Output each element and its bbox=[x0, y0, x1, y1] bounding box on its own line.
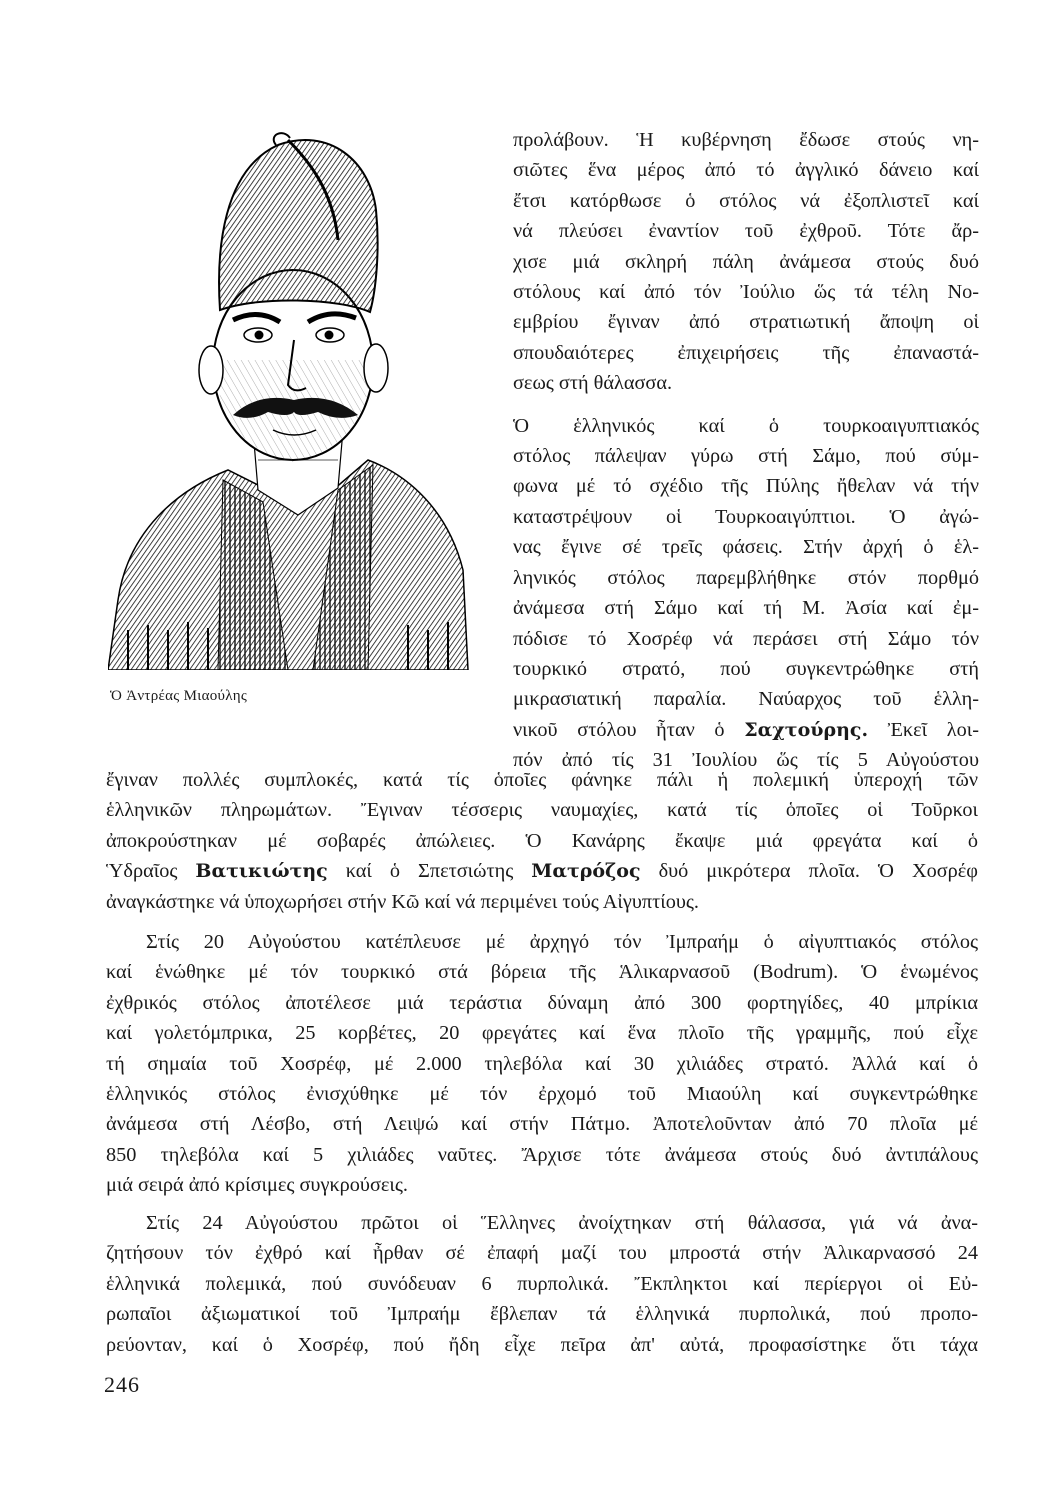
paragraph-samos bbox=[513, 411, 979, 776]
text-fragment: Ὑδραῖος bbox=[106, 860, 178, 883]
text-line bbox=[106, 856, 978, 886]
text-fragment: καί ὁ Σπετσιώτης bbox=[345, 860, 514, 883]
text-fragment: νικοῦ στόλου ἦταν ὁ bbox=[513, 718, 725, 741]
text-line: μικρασιατική παραλία. Ναύαρχος τοῦ ἑλλη- bbox=[513, 688, 979, 711]
portrait-caption: Ὁ Ἀντρέας Μιαούλης bbox=[110, 688, 248, 704]
paragraph-body bbox=[106, 1208, 978, 1360]
text-line: Στίς 20 Αὐγούστου κατέπλευσε μέ ἀρχηγό τόν Ἰμπραήμ ὁ αἰγυπτιακός στόλος bbox=[146, 931, 978, 953]
text-line: ἀνάμεσα στή Λέσβο, στή Λειψώ καί στήν Πάτμο. Ἀποτελοῦνταν ἀπό 70 πλοῖα μέ bbox=[106, 1113, 978, 1136]
text-line: σιῶτες ἕνα μέρος ἀπό τό ἀγγλικό δάνειο καί bbox=[513, 159, 979, 182]
text-line: 850 τηλεβόλα καί 5 χιλιάδες ναῦτες. Ἄρχισε τότε ἀνάμεσα στούς δυό ἀντιπάλους bbox=[106, 1143, 978, 1166]
text-line: εμβρίου ἔγιναν ἀπό στρατιωτική ἄποψη οἱ bbox=[513, 311, 979, 334]
text-line: Στίς 24 Αὐγούστου πρῶτοι οἱ Ἕλληνες ἀνοίχτηκαν στή θάλασσα, γιά νά ἀνα- bbox=[146, 1212, 978, 1234]
text-line: σεως στή θάλασσα. bbox=[513, 372, 673, 395]
text-line: καί γολετόμπρικα, 25 κορβέτες, 20 φρεγάτες καί ἕνα πλοῖο τῆς γραμμῆς, πού εἶχε bbox=[106, 1022, 978, 1045]
text-line: ἀνάμεσα στή Σάμο καί τή Μ. Ἀσία καί ἐμ- bbox=[513, 597, 979, 620]
text-line: νά πλεύσει ἐναντίον τοῦ ἐχθροῦ. Τότε ἄρ- bbox=[513, 220, 979, 243]
text-line: χισε μιά σκληρή πάλη ἀνάμεσα στούς δυό bbox=[513, 250, 979, 273]
text-line: Ὁ ἑλληνικός καί ὁ τουρκοαιγυπτιακός bbox=[513, 414, 979, 437]
text-line: ἐχθρικός στόλος ἀποτέλεσε μιά τεράστια δύναμη ἀπό 300 φορτηγίδες, 40 μπρίκια bbox=[106, 991, 978, 1014]
text-line bbox=[513, 715, 979, 745]
text-line: τουρκικό στρατό, πού συγκεντρώθηκε στή bbox=[513, 657, 979, 680]
text-line: ἔτσι κατόρθωσε ὁ στόλος νά ἐξοπλιστεῖ καί bbox=[513, 189, 979, 212]
text-line: ρωπαῖοι ἀξιωματικοί τοῦ Ἰμπραήμ ἔβλεπαν τά ἑλληνικά πυρπολικά, πού προπο- bbox=[106, 1303, 978, 1326]
page-number: 246 bbox=[104, 1372, 140, 1397]
text-line: ρεύονταν, καί ὁ Χοσρέφ, πού ἤδη εἶχε πεῖρα ἀπ' αὐτά, προφασίστηκε ὅτι τάχα bbox=[106, 1333, 978, 1356]
text-line: φωνα μέ τό σχέδιο τῆς Πύλης ἤθελαν νά τήν bbox=[513, 475, 979, 498]
paragraph-body bbox=[106, 927, 978, 1201]
paragraph-samos-continued bbox=[106, 765, 978, 917]
bold-name: Βατικιώτης bbox=[195, 860, 328, 883]
text-fragment: Ἐκεῖ λοι- bbox=[887, 718, 979, 741]
text-line: νας ἔγινε σέ τρεῖς φάσεις. Στήν ἀρχή ὁ ἑλ- bbox=[513, 536, 979, 559]
right-column-text bbox=[513, 125, 979, 776]
text-line: τή σημαία τοῦ Χοσρέφ, μέ 2.000 τηλεβόλα καί 30 χιλιάδες στρατό. Ἀλλά καί ὁ bbox=[106, 1052, 978, 1075]
paragraph-august-24 bbox=[106, 1208, 978, 1360]
text-line: στόλος πάλεψαν γύρω στή Σάμο, πού σύμ- bbox=[513, 445, 979, 468]
bold-name: Ματρόζος bbox=[531, 860, 641, 883]
text-line: ἀποκρούστηκαν μέ σοβαρές ἀπώλειες. Ὁ Κανάρης ἔκαψε μιά φρεγάτα καί ὁ bbox=[106, 829, 978, 852]
text-line: ἔγιναν πολλές συμπλοκές, κατά τίς ὁποῖες φάνηκε πάλι ἡ πολεμική ὑπεροχή τῶν bbox=[106, 769, 978, 791]
text-line: μιά σειρά ἀπό κρίσιμες συγκρούσεις. bbox=[106, 1174, 408, 1197]
paragraph-ibrahim-fleet bbox=[106, 927, 978, 1201]
text-line: ἑλληνικῶν πληρωμάτων. Ἔγιναν τέσσερις ναυμαχίες, κατά τίς ὁποῖες οἱ Τοῦρκοι bbox=[106, 799, 978, 822]
text-line: καί ἑνώθηκε μέ τόν τουρκικό στά βόρεια τῆς Ἁλικαρνασοῦ (Bodrum). Ὁ ἑνωμένος bbox=[106, 961, 978, 984]
text-line: ἑλληνικός στόλος ἐνισχύθηκε μέ τόν ἐρχομό τοῦ Μιαούλη καί συγκεντρώθηκε bbox=[106, 1083, 978, 1106]
text-line: προλάβουν. Ἡ κυβέρνηση ἔδωσε στούς νη- bbox=[513, 129, 979, 151]
text-line: ἑλληνικά πολεμικά, πού συνόδευαν 6 πυρπολικά. Ἔκπληκτοι καί περίεργοι οἱ Εὐ- bbox=[106, 1272, 978, 1295]
portrait-engraving bbox=[108, 130, 470, 670]
text-line: ζητήσουν τόν ἐχθρό καί ἦρθαν σέ ἐπαφή μαζί του μπροστά στήν Ἀλικαρνασσό 24 bbox=[106, 1242, 978, 1265]
text-line: ἀναγκάστηκε νά ὑποχωρήσει στήν Κῶ καί νά περιμένει τούς Αἰγυπτίους. bbox=[106, 890, 699, 913]
text-line: σπουδαιότερες ἐπιχειρήσεις τῆς ἐπαναστά- bbox=[513, 341, 979, 364]
text-fragment: δυό μικρότερα πλοῖα. Ὁ Χοσρέφ bbox=[658, 860, 979, 883]
text-line: ληνικός στόλος παρεμβλήθηκε στόν πορθμό bbox=[513, 566, 979, 589]
text-line: στόλους καί ἀπό τόν Ἰούλιο ὥς τά τέλη Νο- bbox=[513, 281, 979, 304]
text-line: πόν ἀπό τίς 31 Ἰουλίου ὥς τίς 5 Αὐγούστου bbox=[513, 749, 979, 772]
bold-name: Σαχτούρης. bbox=[744, 718, 869, 741]
full-width-continuation bbox=[106, 765, 978, 917]
text-line: πόδισε τό Χοσρέφ νά περάσει στή Σάμο τόν bbox=[513, 627, 979, 650]
paragraph-continued bbox=[513, 125, 979, 399]
text-line: καταστρέψουν οἱ Τουρκοαιγύπτιοι. Ὁ ἀγώ- bbox=[513, 505, 979, 528]
